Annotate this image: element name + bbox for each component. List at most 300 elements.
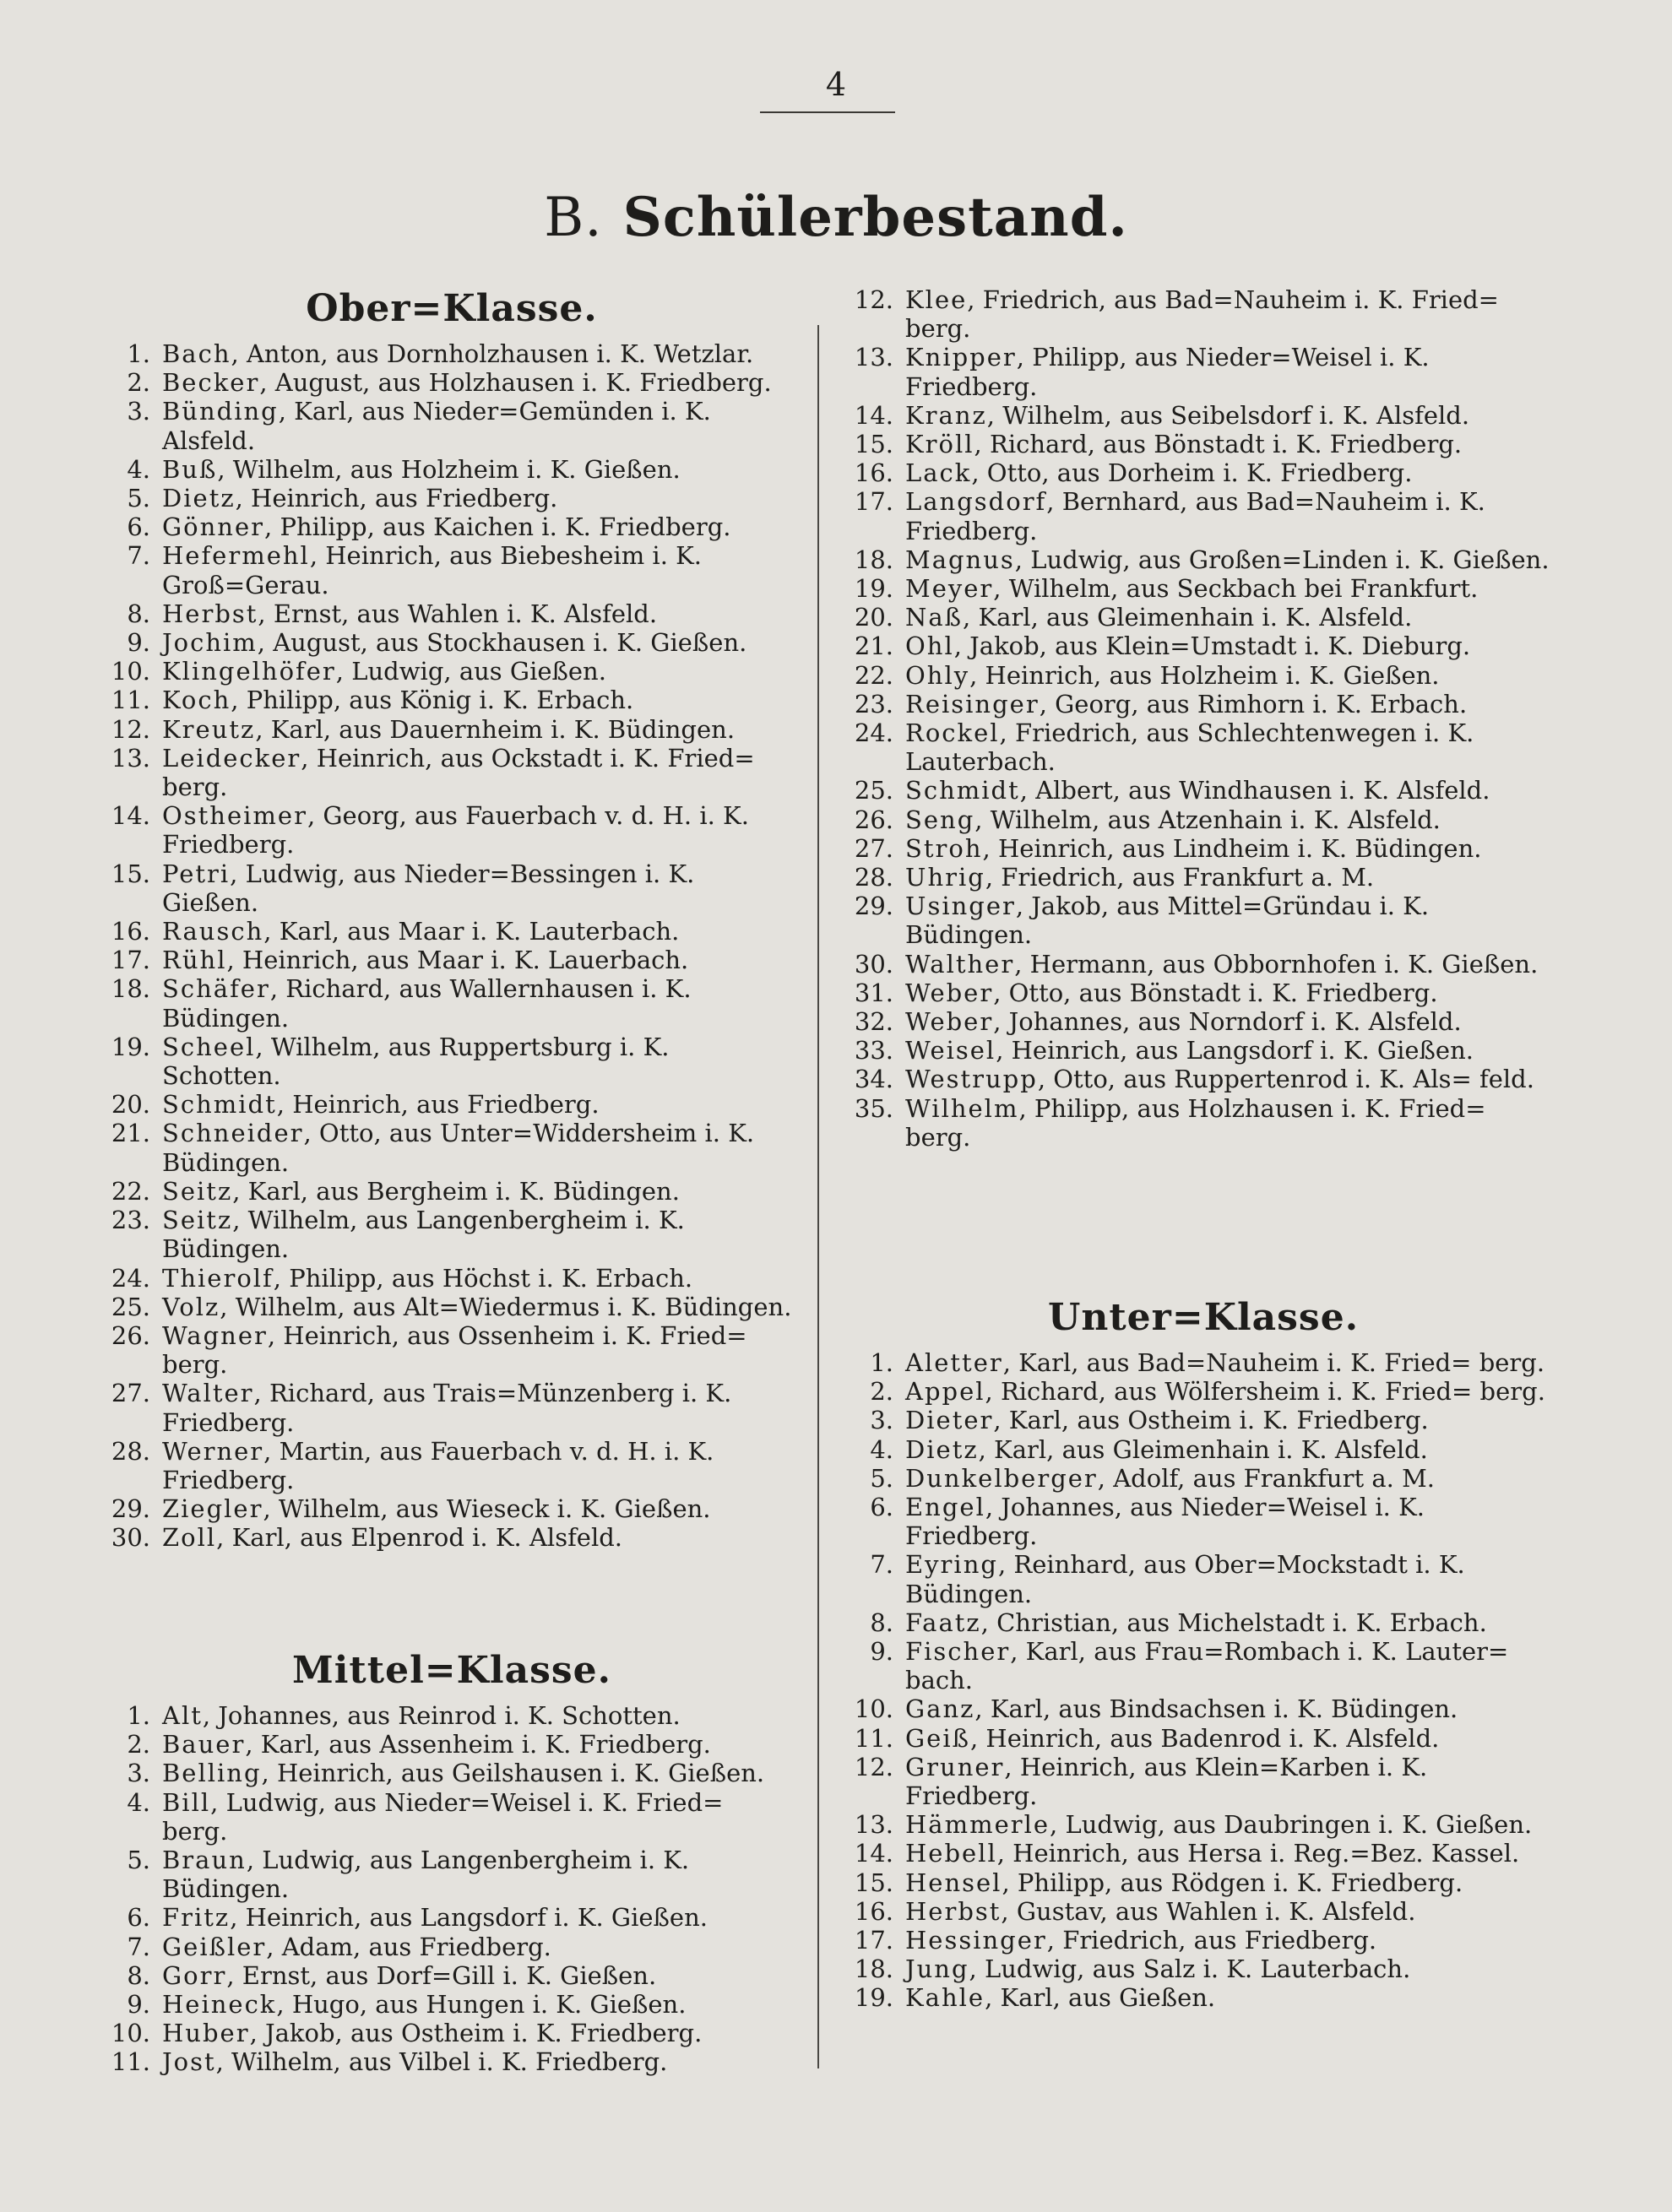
ober-klasse-section: [110, 279, 794, 1553]
list-item: [110, 512, 794, 541]
student-details: , Ludwig, aus Nieder=Bessingen i. K. Gießen.: [162, 859, 695, 917]
student-details: , Ludwig, aus Daubringen i. K. Gießen.: [1050, 1810, 1533, 1840]
student-surname: Hessinger: [905, 1926, 1047, 1955]
entry-text: [162, 368, 794, 397]
entry-text: [905, 574, 1554, 603]
list-item: [853, 1377, 1554, 1406]
entry-text: [162, 628, 794, 657]
student-surname: Hämmerle: [905, 1810, 1050, 1840]
student-details: , Wilhelm, aus Atzenhain i. K. Alsfeld.: [974, 805, 1441, 834]
student-surname: Appel: [905, 1377, 985, 1407]
student-surname: Geiß: [905, 1723, 970, 1753]
student-details: , Heinrich, aus Geilshausen i. K. Gießen.: [261, 1759, 765, 1788]
entry-number: 22.: [111, 1176, 150, 1206]
student-details: , Bernhard, aus Bad=Nauheim i. K. Friedberg.: [905, 487, 1485, 545]
list-item: [110, 1437, 794, 1494]
list-item: [853, 632, 1554, 660]
entry-text: [162, 1961, 794, 1990]
list-item: [853, 1694, 1554, 1723]
entry-number: 8.: [870, 1607, 893, 1637]
entry-number: 10.: [111, 657, 150, 686]
entry-number: 1.: [127, 339, 150, 368]
list-item: [110, 1264, 794, 1293]
student-surname: Belling: [162, 1759, 262, 1788]
entry-text: [905, 1377, 1554, 1406]
entry-number: 16.: [111, 917, 150, 946]
unter-klasse-section: [853, 1288, 1554, 2013]
entry-number: 5.: [127, 1846, 150, 1875]
student-surname: Dietz: [162, 484, 236, 513]
entry-text: [905, 1406, 1554, 1434]
student-details: , Karl, aus Nieder=Gemünden i. K. Alsfeld.: [162, 397, 711, 455]
student-surname: Naß: [905, 603, 964, 632]
entry-text: [905, 834, 1554, 863]
list-item: [110, 1701, 794, 1730]
entry-number: 11.: [854, 1723, 893, 1753]
entry-number: 10.: [854, 1694, 893, 1724]
student-surname: Ganz: [905, 1694, 975, 1724]
list-item: [853, 776, 1554, 805]
student-surname: Dunkelberger: [905, 1463, 1098, 1493]
student-list: [853, 1348, 1554, 2013]
list-item: [853, 1868, 1554, 1897]
entry-number: 25.: [111, 1292, 150, 1321]
student-surname: Walter: [162, 1379, 254, 1408]
entry-number: 4.: [127, 454, 150, 484]
entry-number: 14.: [111, 801, 150, 831]
title-text: Schülerbestand.: [622, 186, 1128, 249]
entry-number: 32.: [854, 1007, 893, 1037]
student-details: , Anton, aus Dornholzhausen i. K. Wetzlar.: [231, 339, 754, 368]
entry-text: [905, 458, 1554, 487]
list-item: [110, 541, 794, 599]
header-rule: [760, 111, 895, 113]
list-item: [110, 744, 794, 801]
entry-text: [905, 285, 1554, 343]
student-details: , Ernst, aus Wahlen i. K. Alsfeld.: [258, 599, 658, 628]
student-details: , Wilhelm, aus Seckbach bei Frankfurt.: [993, 574, 1479, 604]
student-details: , Jakob, aus Ostheim i. K. Friedberg.: [249, 2019, 703, 2048]
entry-text: [905, 892, 1554, 949]
list-item: [853, 603, 1554, 632]
list-item: [110, 1903, 794, 1932]
entry-text: [162, 1033, 794, 1090]
entry-number: 8.: [127, 599, 150, 628]
student-details: , Friedrich, aus Schlechtenwegen i. K. Lauterbach.: [905, 718, 1474, 777]
entry-text: [905, 1694, 1554, 1723]
entry-text: [905, 979, 1554, 1007]
list-item: [110, 1759, 794, 1787]
student-details: , August, aus Holzhausen i. K. Friedberg.: [259, 368, 772, 398]
student-surname: Aletter: [905, 1348, 1003, 1377]
student-details: , Karl, aus Frau=Rombach i. K. Lauter= bach.: [905, 1637, 1509, 1695]
entry-text: [905, 1810, 1554, 1839]
list-item: [110, 974, 794, 1032]
student-details: , Heinrich, aus Ockstadt i. K. Fried= berg.: [162, 743, 755, 802]
list-item: [853, 834, 1554, 863]
student-details: , Ludwig, aus Salz i. K. Lauterbach.: [969, 1954, 1411, 1984]
list-item: [110, 1961, 794, 1990]
entry-text: [905, 1926, 1554, 1954]
student-surname: Weber: [905, 978, 994, 1007]
entry-number: 24.: [111, 1263, 150, 1293]
student-details: , Philipp, aus Holzhausen i. K. Fried= berg.: [905, 1093, 1486, 1152]
student-surname: Faatz: [905, 1607, 981, 1637]
student-surname: Klee: [905, 285, 968, 314]
list-item: [853, 1348, 1554, 1377]
student-surname: Wagner: [162, 1320, 268, 1350]
entry-text: [162, 859, 794, 917]
entry-text: [905, 1983, 1554, 2012]
entry-text: [905, 661, 1554, 690]
entry-number: 21.: [854, 632, 893, 661]
student-surname: Herbst: [905, 1896, 1002, 1926]
entry-number: 16.: [854, 1896, 893, 1926]
entry-text: [162, 1119, 794, 1176]
student-surname: Scheel: [162, 1032, 256, 1061]
student-details: , Ludwig, aus Langenbergheim i. K. Büdingen.: [162, 1846, 690, 1904]
list-item: [110, 2047, 794, 2076]
student-surname: Schmidt: [162, 1090, 277, 1120]
student-details: , Ludwig, aus Gießen.: [335, 657, 606, 686]
student-surname: Fritz: [162, 1903, 231, 1933]
student-details: , Wilhelm, aus Langenbergheim i. K. Büdingen.: [162, 1206, 685, 1264]
student-surname: Stroh: [905, 833, 983, 863]
student-surname: Rühl: [162, 946, 227, 975]
entry-text: [905, 1464, 1554, 1493]
entry-text: [162, 1990, 794, 2019]
list-item: [853, 1094, 1554, 1152]
list-item: [853, 1839, 1554, 1868]
list-item: [853, 1753, 1554, 1810]
entry-number: 6.: [127, 1903, 150, 1933]
list-item: [853, 1464, 1554, 1493]
list-item: [853, 1608, 1554, 1637]
student-details: , Philipp, aus Rödgen i. K. Friedberg.: [1002, 1868, 1463, 1897]
student-surname: Buß: [162, 454, 218, 484]
entry-number: 12.: [111, 714, 150, 744]
student-details: , Adam, aus Friedberg.: [266, 1932, 551, 1961]
student-surname: Jung: [905, 1954, 969, 1984]
entry-text: [162, 974, 794, 1032]
section-heading: Mittel=Klasse.: [292, 1649, 611, 1692]
entry-number: 16.: [854, 458, 893, 488]
student-surname: Reisinger: [905, 689, 1040, 718]
entry-number: 6.: [127, 512, 150, 542]
list-item: [110, 657, 794, 686]
list-item: [853, 458, 1554, 487]
student-details: , Philipp, aus Kaichen i. K. Friedberg.: [264, 512, 731, 542]
student-surname: Becker: [162, 368, 260, 398]
entry-text: [162, 1846, 794, 1903]
list-item: [110, 397, 794, 454]
student-details: , Heinrich, aus Langsdorf i. K. Gießen.: [996, 1036, 1474, 1065]
student-surname: Herbst: [162, 599, 258, 628]
list-item: [110, 339, 794, 368]
entry-text: [162, 657, 794, 686]
entry-text: [162, 1701, 794, 1730]
list-item: [853, 1637, 1554, 1694]
student-details: , Martin, aus Fauerbach v. d. H. i. K. Friedberg.: [162, 1436, 714, 1494]
entry-number: 12.: [854, 285, 893, 314]
student-surname: Meyer: [905, 574, 994, 604]
student-surname: Kranz: [905, 400, 987, 430]
student-details: , Heinrich, aus Biebesheim i. K. Groß=Gerau.: [162, 541, 703, 599]
list-item: [853, 1406, 1554, 1434]
entry-number: 21.: [111, 1119, 150, 1148]
entry-number: 17.: [854, 1926, 893, 1955]
list-item: [110, 628, 794, 657]
student-surname: Seng: [905, 805, 975, 834]
list-item: [110, 686, 794, 714]
entry-number: 29.: [111, 1494, 150, 1524]
entry-number: 34.: [854, 1065, 893, 1094]
student-list: [110, 339, 794, 1553]
entry-number: 5.: [870, 1463, 893, 1493]
list-item: [853, 1983, 1554, 2012]
entry-text: [162, 744, 794, 801]
list-item: [853, 430, 1554, 458]
entry-number: 31.: [854, 978, 893, 1007]
student-details: , Karl, aus Ostheim i. K. Friedberg.: [993, 1406, 1429, 1435]
entry-text: [905, 950, 1554, 979]
student-surname: Knipper: [905, 343, 1017, 372]
entry-text: [905, 430, 1554, 458]
mittel-klasse-section: [110, 1640, 794, 2077]
student-surname: Weisel: [905, 1036, 996, 1065]
entry-text: [905, 1637, 1554, 1694]
entry-text: [162, 686, 794, 714]
list-item: [110, 1379, 794, 1436]
entry-number: 18.: [111, 974, 150, 1004]
entry-number: 27.: [854, 833, 893, 863]
student-surname: Eyring: [905, 1550, 998, 1580]
entry-number: 10.: [111, 2019, 150, 2048]
student-details: , Philipp, aus König i. K. Erbach.: [231, 686, 634, 715]
list-item: [110, 1494, 794, 1523]
list-item: [853, 1926, 1554, 1954]
student-details: , Johannes, aus Reinrod i. K. Schotten.: [202, 1701, 681, 1730]
entry-number: 12.: [854, 1752, 893, 1781]
student-details: , Richard, aus Trais=Münzenberg i. K. Friedberg.: [162, 1379, 732, 1437]
list-item: [853, 1493, 1554, 1550]
student-details: , Heinrich, aus Langsdorf i. K. Gießen.: [230, 1903, 708, 1933]
list-item: [110, 368, 794, 397]
student-details: , Karl, aus Gleimenhain i. K. Alsfeld.: [978, 1434, 1428, 1464]
student-details: , Wilhelm, aus Holzheim i. K. Gießen.: [217, 454, 681, 484]
student-details: , Richard, aus Bönstadt i. K. Friedberg.: [974, 430, 1463, 459]
student-details: , Karl, aus Assenheim i. K. Friedberg.: [245, 1730, 711, 1759]
list-item: [853, 1550, 1554, 1607]
entry-text: [162, 1933, 794, 1961]
list-item: [853, 1810, 1554, 1839]
entry-number: 33.: [854, 1036, 893, 1065]
student-details: , Johannes, aus Nieder=Weisel i. K. Friedberg.: [905, 1493, 1425, 1551]
entry-number: 17.: [111, 946, 150, 975]
student-details: , Heinrich, aus Maar i. K. Lauerbach.: [226, 946, 689, 975]
list-item: [110, 801, 794, 859]
student-details: , Otto, aus Dorheim i. K. Friedberg.: [971, 458, 1413, 488]
entry-number: 14.: [854, 400, 893, 430]
entry-number: 20.: [854, 603, 893, 632]
student-details: , Ludwig, aus Nieder=Weisel i. K. Fried= berg.: [162, 1787, 724, 1846]
list-item: [853, 979, 1554, 1007]
entry-text: [162, 1293, 794, 1321]
student-surname: Hensel: [905, 1868, 1002, 1897]
entry-text: [905, 632, 1554, 660]
list-item: [853, 487, 1554, 545]
student-surname: Hebell: [905, 1839, 997, 1868]
student-surname: Petri: [162, 859, 231, 888]
entry-text: [162, 2047, 794, 2076]
list-item: [110, 484, 794, 512]
entry-text: [905, 487, 1554, 545]
entry-text: [162, 946, 794, 974]
list-item: [853, 1897, 1554, 1926]
student-details: , Karl, aus Bergheim i. K. Büdingen.: [232, 1176, 680, 1206]
student-surname: Gruner: [905, 1752, 1005, 1781]
entry-number: 7.: [127, 1932, 150, 1961]
list-item: [853, 950, 1554, 979]
entry-text: [905, 1435, 1554, 1464]
student-surname: Werner: [162, 1436, 264, 1466]
student-details: , Philipp, aus Höchst i. K. Erbach.: [273, 1263, 693, 1293]
list-item: [110, 1990, 794, 2019]
entry-text: [162, 339, 794, 368]
student-details: , Otto, aus Bönstadt i. K. Friedberg.: [993, 978, 1438, 1007]
student-surname: Klingelhöfer: [162, 657, 336, 686]
entry-text: [162, 1206, 794, 1263]
student-details: , Karl, aus Bad=Nauheim i. K. Fried= berg.: [1002, 1348, 1545, 1377]
list-item: [110, 1933, 794, 1961]
student-surname: Seitz: [162, 1206, 233, 1235]
student-details: , Heinrich, aus Klein=Karben i. K. Friedberg.: [905, 1752, 1428, 1811]
student-surname: Westrupp: [905, 1065, 1038, 1094]
student-details: , Otto, aus Unter=Widdersheim i. K. Büdingen.: [162, 1119, 755, 1177]
list-item: [110, 1730, 794, 1759]
entry-text: [905, 1724, 1554, 1753]
entry-text: [905, 1348, 1554, 1377]
student-surname: Kahle: [905, 1983, 985, 2013]
entry-text: [905, 1954, 1554, 1983]
student-surname: Bill: [162, 1787, 211, 1817]
entry-number: 13.: [854, 343, 893, 372]
entry-number: 4.: [870, 1434, 893, 1464]
entry-number: 13.: [854, 1810, 893, 1840]
student-surname: Usinger: [905, 892, 1016, 921]
list-item: [853, 343, 1554, 400]
entry-text: [162, 1903, 794, 1932]
student-details: , Karl, aus Elpenrod i. K. Alsfeld.: [216, 1523, 623, 1553]
entry-text: [905, 863, 1554, 892]
section-heading: Ober=Klasse.: [306, 287, 598, 330]
student-details: , Hugo, aus Hungen i. K. Gießen.: [276, 1990, 687, 2020]
student-details: , Wilhelm, aus Wieseck i. K. Gießen.: [263, 1494, 711, 1524]
student-details: , Christian, aus Michelstadt i. K. Erbach.: [980, 1607, 1487, 1637]
list-item: [110, 1788, 794, 1846]
entry-number: 7.: [127, 541, 150, 571]
student-details: , August, aus Stockhausen i. K. Gießen.: [257, 628, 747, 658]
entry-text: [162, 1730, 794, 1759]
student-details: , Reinhard, aus Ober=Mockstadt i. K. Büdingen.: [905, 1550, 1465, 1608]
student-surname: Uhrig: [905, 863, 985, 892]
entry-text: [905, 776, 1554, 805]
student-surname: Engel: [905, 1493, 985, 1522]
entry-text: [905, 1550, 1554, 1607]
mittel-klasse-continued: [853, 285, 1554, 1152]
entry-text: [162, 1788, 794, 1846]
student-details: , Richard, aus Wölfersheim i. K. Fried= berg.: [985, 1377, 1545, 1407]
entry-text: [162, 1759, 794, 1787]
entry-number: 28.: [854, 863, 893, 892]
student-surname: Ziegler: [162, 1494, 263, 1524]
entry-number: 15.: [854, 430, 893, 459]
student-details: , Karl, aus Maar i. K. Lauterbach.: [263, 917, 680, 946]
student-details: , Heinrich, aus Badenrod i. K. Alsfeld.: [969, 1723, 1440, 1753]
entry-number: 2.: [127, 1730, 150, 1759]
entry-text: [162, 397, 794, 454]
entry-number: 26.: [854, 805, 893, 834]
list-item: [853, 718, 1554, 776]
student-details: , Gustav, aus Wahlen i. K. Alsfeld.: [1001, 1896, 1416, 1926]
student-surname: Wilhelm: [905, 1093, 1019, 1123]
entry-number: 18.: [854, 545, 893, 574]
student-surname: Langsdorf: [905, 487, 1047, 517]
entry-number: 19.: [854, 1983, 893, 2013]
student-details: , Jakob, aus Klein=Umstadt i. K. Dieburg.: [953, 632, 1471, 661]
student-details: , Heinrich, aus Lindheim i. K. Büdingen.: [982, 833, 1482, 863]
student-surname: Bach: [162, 339, 231, 368]
student-details: , Hermann, aus Obbornhofen i. K. Gießen.: [1014, 949, 1539, 979]
student-surname: Gorr: [162, 1960, 227, 1990]
entry-number: 27.: [111, 1379, 150, 1408]
student-details: , Otto, aus Ruppertenrod i. K. Als= feld.: [1037, 1065, 1534, 1094]
student-surname: Alt: [162, 1701, 203, 1730]
entry-number: 2.: [127, 368, 150, 398]
student-details: , Heinrich, aus Friedberg.: [276, 1090, 600, 1120]
page-number: 4: [825, 66, 847, 103]
list-item: [110, 599, 794, 628]
entry-text: [905, 545, 1554, 574]
entry-number: 15.: [854, 1868, 893, 1897]
entry-text: [905, 805, 1554, 834]
entry-number: 3.: [127, 1759, 150, 1788]
list-item: [110, 455, 794, 484]
entry-number: 24.: [854, 718, 893, 748]
entry-number: 28.: [111, 1436, 150, 1466]
entry-number: 8.: [127, 1960, 150, 1990]
student-surname: Thierolf: [162, 1263, 274, 1293]
entry-text: [162, 599, 794, 628]
student-surname: Jochim: [162, 628, 258, 658]
student-details: , Friedrich, aus Bad=Nauheim i. K. Fried= berg.: [905, 285, 1499, 344]
entry-number: 9.: [127, 1990, 150, 2020]
student-details: , Ernst, aus Dorf=Gill i. K. Gießen.: [226, 1960, 657, 1990]
list-item: [110, 1119, 794, 1176]
list-item: [853, 1724, 1554, 1753]
entry-text: [905, 690, 1554, 718]
student-surname: Geißler: [162, 1932, 267, 1961]
list-item: [853, 892, 1554, 949]
list-item: [853, 401, 1554, 430]
student-surname: Koch: [162, 686, 231, 715]
student-surname: Dieter: [905, 1406, 994, 1435]
student-details: , Heinrich, aus Ossenheim i. K. Fried= berg.: [162, 1320, 747, 1380]
student-details: , Wilhelm, aus Vilbel i. K. Friedberg.: [215, 2047, 668, 2077]
list-item: [110, 946, 794, 974]
entry-text: [905, 1839, 1554, 1868]
entry-number: 19.: [854, 574, 893, 604]
